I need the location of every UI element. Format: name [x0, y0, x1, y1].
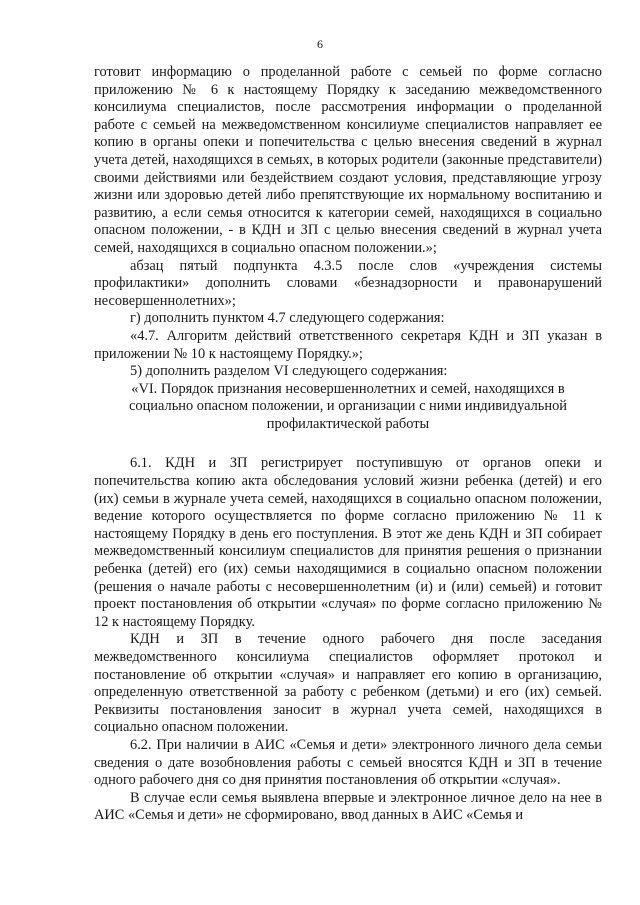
paragraph-kdn-zp-one-day: КДН и ЗП в течение одного рабочего дня после заседания межведомственного консилиума специалистов оформляет протокол и постановление об открытии «случая» и направляет его копию в организацию, определенную ответственной за работу с ребенком (детьми) и его (их) семьей. Реквизиты постановления заносит в журнал учета семей, находящихся в социально опасном положении.: [94, 631, 602, 736]
paragraph-first-time-family: В случае если семья выявлена впервые и электронное личное дело на нее в АИС «Семья и дети» не сформировано, ввод данных в АИС «Семья и: [94, 789, 602, 824]
paragraph-continuation: готовит информацию о проделанной работе с семьей по форме согласно приложению № 6 к настоящему Порядку к заседанию межведомственного консилиума специалистов, после рассмотрения информации о проделанной работе с семьей на межведомственном консилиуме специалистов направляет ее копию в органы опеки и попечительства с целью внесения сведений в журнал учета детей, находящихся в семьях, в которых родители (законные представители) своими действиями или бездействием создают условия, представляющие угрозу жизни или здоровью детей либо препятствующие их нормальному воспитанию и развитию, а если семья относится к категории семей, находящихся в социально опасном положении, - в КДН и ЗП с целью внесения сведений в журнал учета семей, находящихся в социально опасном положении.»;: [94, 64, 602, 256]
paragraph-amendment-4-3-5: абзац пятый подпункта 4.3.5 после слов «учреждения системы профилактики» дополнить словами «безнадзорности и правонарушений несовершеннолетних»;: [94, 257, 602, 309]
page-number: 6: [317, 37, 323, 51]
paragraph-item-5: 5) дополнить разделом VI следующего содержания:: [130, 363, 448, 380]
document-body: [94, 64, 602, 825]
section-spacer: [94, 433, 602, 455]
section-title: «VI. Порядок признания несовершеннолетних и семей, находящихся в социально опасном положении, и организации с ними индивидуальной профилактической работы: [129, 380, 567, 432]
paragraph-clause-4-7: «4.7. Алгоритм действий ответственного секретаря КДН и ЗП указан в приложении № 10 к настоящему Порядку.»;: [94, 327, 602, 362]
paragraph-clause-6-2: 6.2. При наличии в АИС «Семья и дети» электронного личного дела семьи сведения о дате возобновления работы с семьей вносятся КДН и ЗП в течение одного рабочего дня со дня принятия постановления об открытии «случая».: [94, 736, 602, 789]
paragraph-item-g: г) дополнить пунктом 4.7 следующего содержания:: [130, 310, 445, 327]
paragraph-clause-6-1: 6.1. КДН и ЗП регистрирует поступившую от органов опеки и попечительства копию акта обследования условий жизни ребенка (детей) и его (их) семьи в журнале учета семей, находящихся в социально опасном положении, ведение которого осуществляется по форме согласно приложению № 11 к настоящему Порядку в день его поступления. В этот же день КДН и ЗП собирает межведомственный консилиум специалистов для принятия решения о признании ребенка (детей) его (их) семьи находящимися в социально опасном положении (решения о начале работы с несовершеннолетним (и) и (или) семьей) и готовит проект постановления об открытии «случая» по форме согласно приложению № 12 к настоящему Порядку.: [94, 455, 602, 630]
